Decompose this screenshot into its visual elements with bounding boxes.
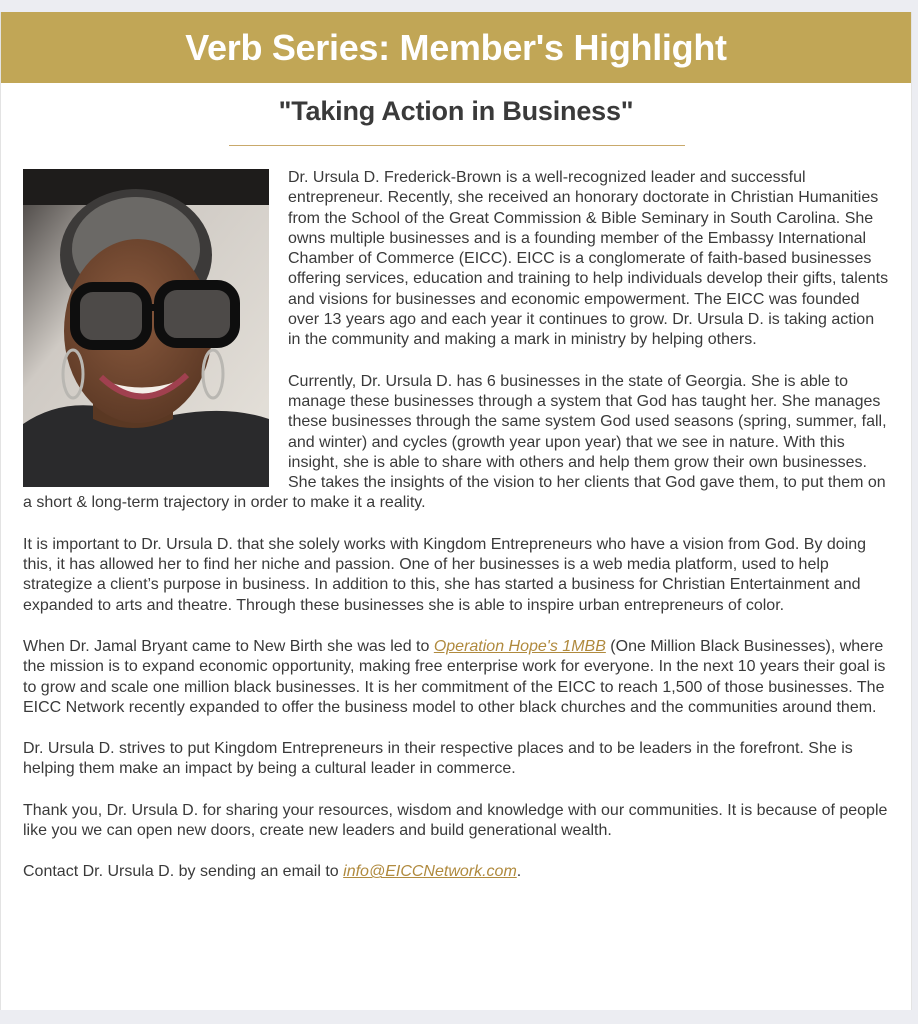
email-link[interactable]: info@EICCNetwork.com (343, 863, 517, 881)
paragraph-text: (One Million Black Businesses), where the mission is to expand economic opportunity, making free enterprise work for everyone. In the next 10 years their goal is to grow and scale one million black businesses. It is her commitment of the EICC to reach 1,500 of those businesses. The EICC Network recently expanded to offer the business model to other black churches and the communities around them. (23, 637, 886, 716)
paragraph-text: . (516, 863, 522, 881)
paragraph-operation-hope (23, 637, 889, 718)
portrait-image (23, 169, 269, 487)
paragraph-thank-you: Thank you, Dr. Ursula D. for sharing your resources, wisdom and knowledge with our communities. It is because of people like you we can open new doors, create new leaders and build generational wealth. (23, 801, 888, 840)
banner-title: Verb Series: Member's Highlight (185, 26, 727, 68)
paragraph-text: When Dr. Jamal Bryant came to New Birth she was led to (23, 637, 434, 655)
paragraph-intro: Dr. Ursula D. Frederick-Brown is a well-recognized leader and successful entrepreneur. Recently, she received an honorary doctorate in Christian Humanities from the School of the Great Commission & Bible Seminary in South Carolina. She owns multiple businesses and is a founding member of the Embassy International Chamber of Commerce (EICC). EICC is a conglomerate of faith-based businesses offering services, education and training to help individuals develop their gifts, talents and visions for businesses and economic empowerment. The EICC was founded over 13 years ago and each year it continues to grow. Dr. Ursula D. is taking action in the community and making a mark in ministry by helping others. (288, 169, 889, 349)
title-banner (1, 12, 911, 83)
newsletter-card (0, 12, 912, 1010)
paragraph-contact (23, 862, 889, 882)
subtitle-divider (229, 145, 685, 146)
paragraph-text: Contact Dr. Ursula D. by sending an email to (23, 863, 344, 881)
article-subtitle: "Taking Action in Business" (278, 96, 634, 126)
paragraph-businesses: Currently, Dr. Ursula D. has 6 businesses in the state of Georgia. She is able to manage these businesses through a system that God has taught her. She manages these businesses through the same system God used seasons (spring, summer, fall, and winter) and cycles (growth year upon year) that we see in nature. With this insight, she is able to share with others and help them grow their own businesses. She takes the insights of the vision to her clients that God gave them, to put them on a short & long-term trajectory in order to make it a reality. (23, 372, 887, 512)
operation-hope-link[interactable]: Operation Hope's 1MBB (433, 637, 606, 655)
paragraph-leaders: Dr. Ursula D. strives to put Kingdom Entrepreneurs in their respective places and to be leaders in the forefront. She is helping them make an impact by being a cultural leader in commerce. (23, 740, 853, 778)
portrait-photo (23, 169, 269, 487)
paragraph-kingdom-entrepreneurs: It is important to Dr. Ursula D. that she solely works with Kingdom Entrepreneurs who have a vision from God. By doing this, it has allowed her to find her niche and passion. One of her businesses is a web media platform, used to help strategize a client’s purpose in business. In addition to this, she has started a business for Christian Entertainment and expanded to arts and theatre. Through these businesses she is able to inspire urban entrepreneurs of color. (23, 535, 867, 614)
article-body (23, 168, 889, 904)
